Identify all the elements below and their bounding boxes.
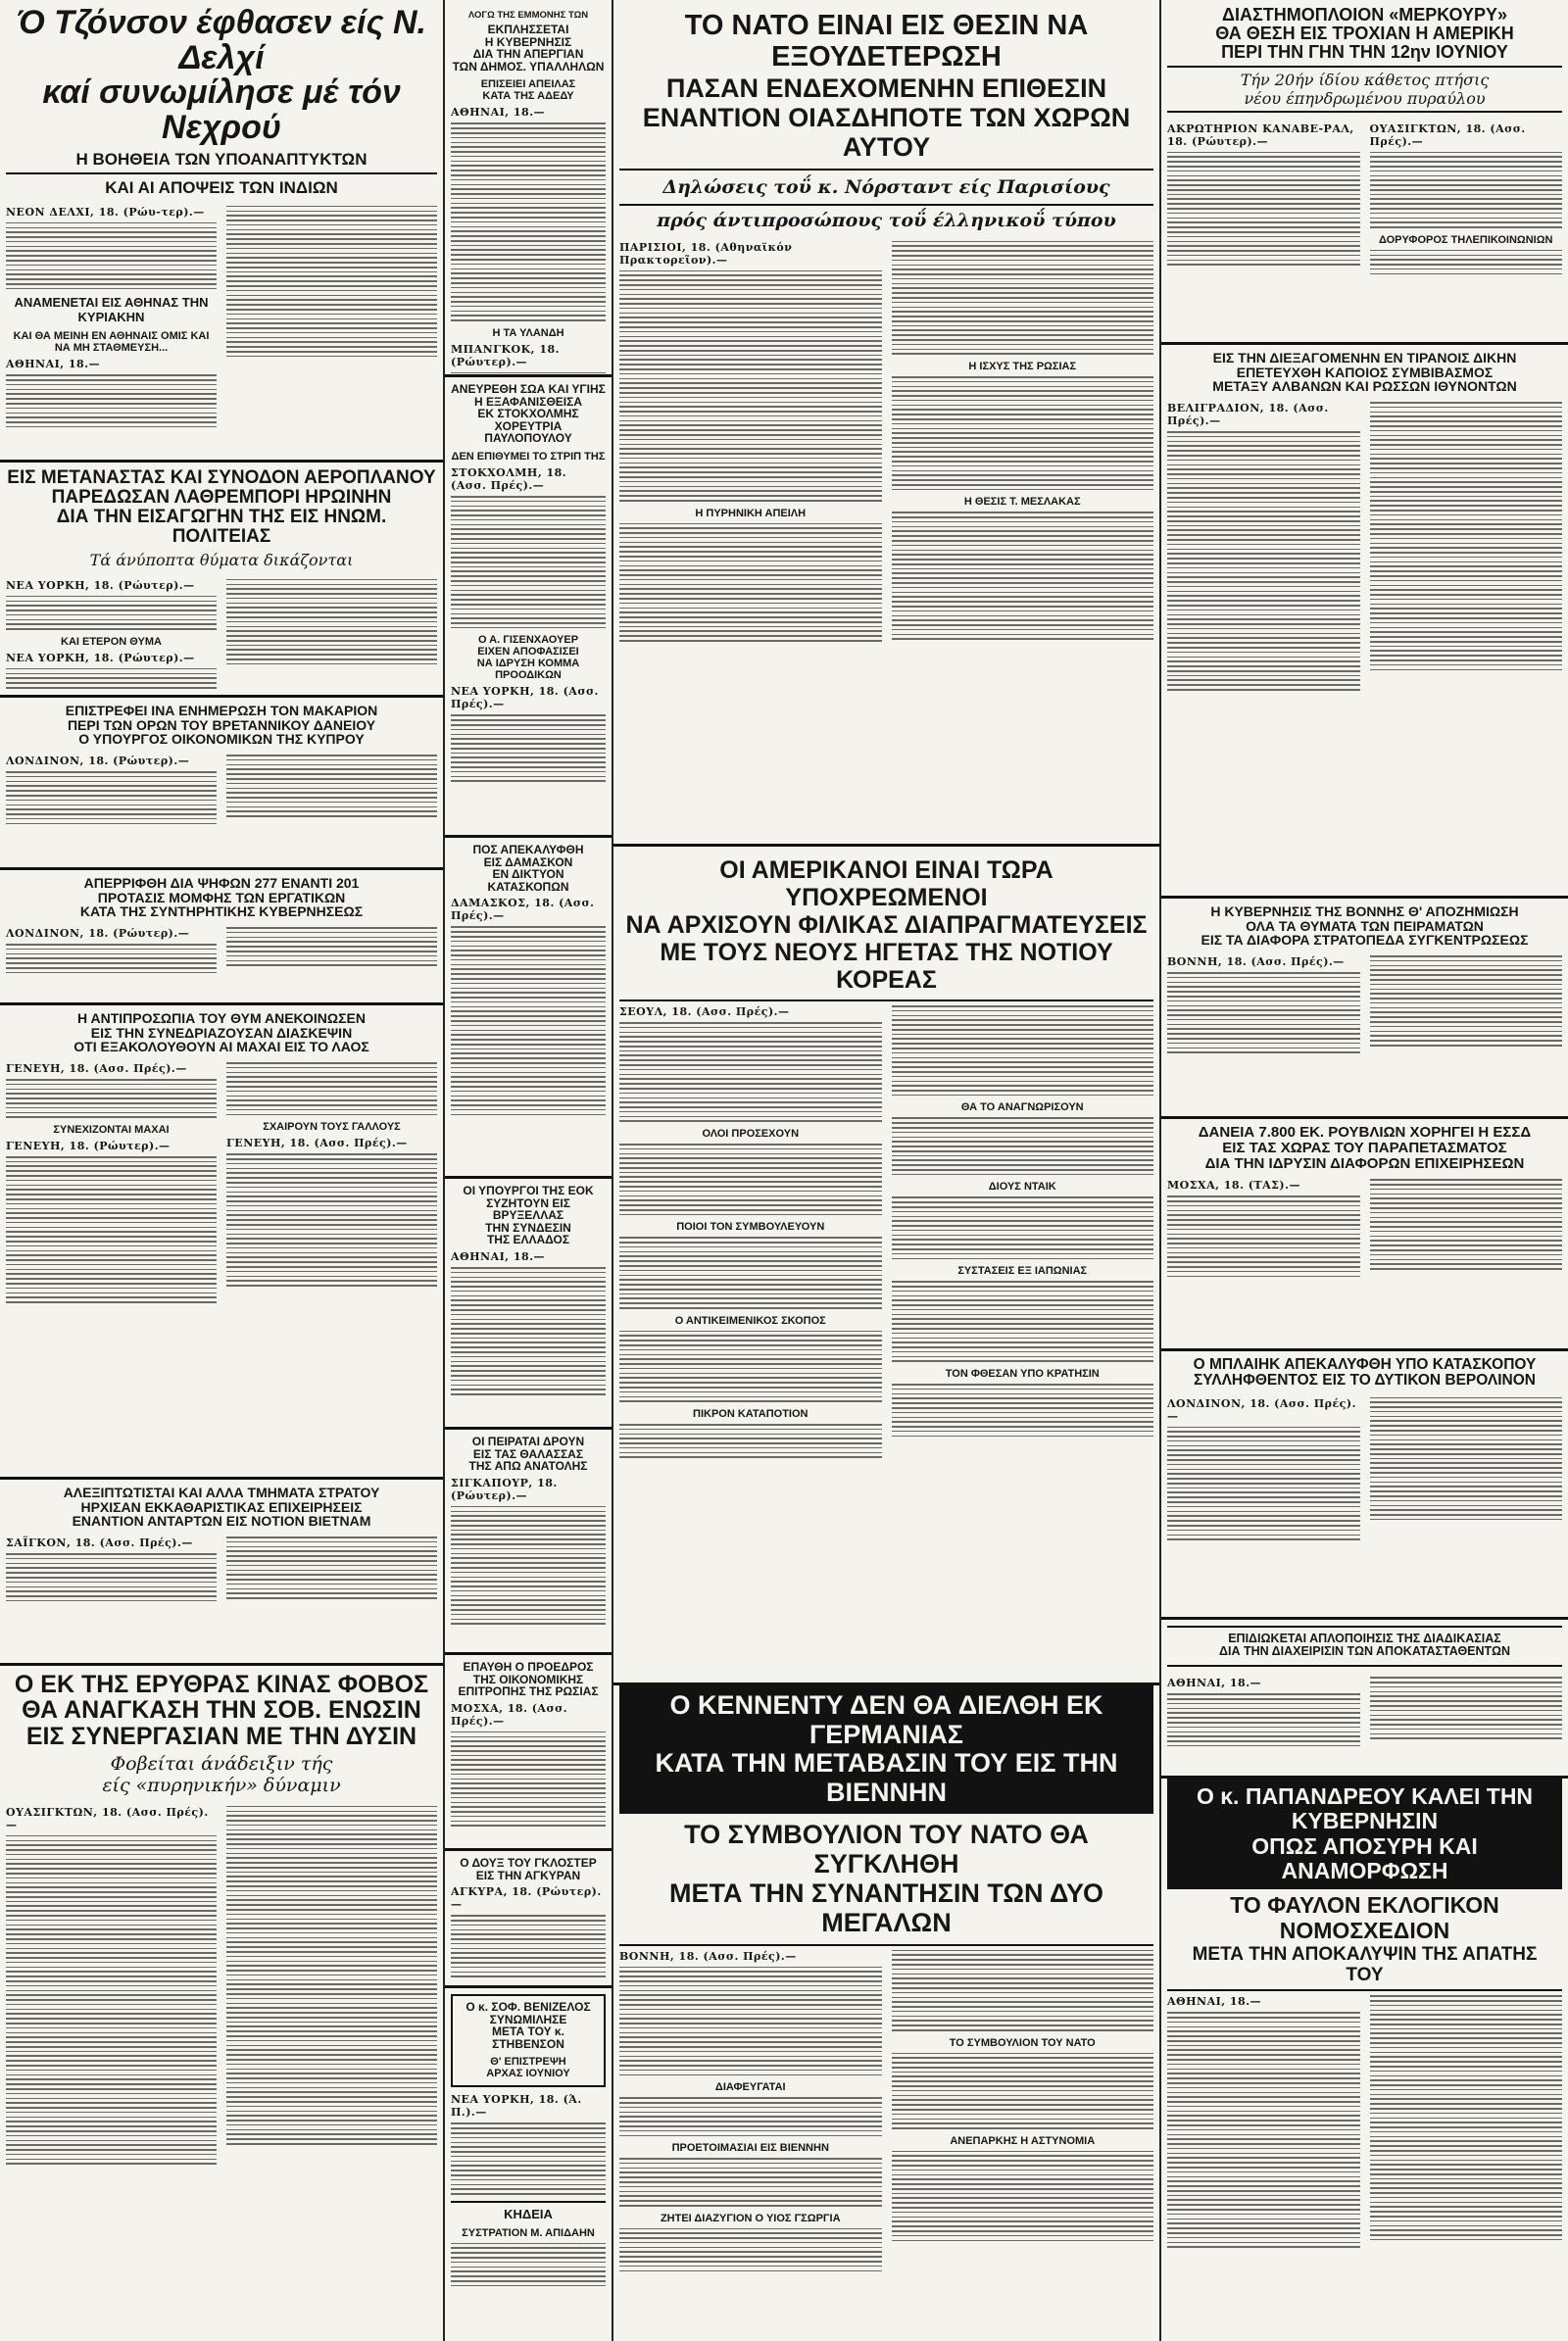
headline: ΕΠΑΥΘΗ Ο ΠΡΟΕΔΡΟΣ ΤΗΣ ΟΙΚΟΝΟΜΙΚΗΣ ΕΠΙΤΡΟΠΗΣ ΤΗΣ ΡΩΣΙΑΣ [458, 1660, 599, 1699]
article-body [892, 1117, 1154, 1175]
article-body [1167, 1427, 1360, 1540]
banner-headline: ΤΟ ΝΑΤΟ ΕΙΝΑΙ ΕΙΣ ΘΕΣΙΝ ΝΑ ΕΞΟΥΔΕΤΕΡΩΣΗ ΠΑΣΑΝ ΕΝΔΕΧΟΜΕΝΗΝ ΕΠΙΘΕΣΙΝ ΕΝΑΝΤΙΟΝ ΟΙΑΣΔΗΠΟΤΕ ΤΩΝ ΧΩΡΩΝ ΑΥΤΟΥ [619, 4, 1153, 171]
article-body [1370, 1179, 1563, 1269]
article-body [451, 2122, 606, 2194]
dateline: ΑΘΗΝΑΙ, 18.— [6, 358, 101, 371]
article-body [226, 206, 437, 358]
article-body [451, 1731, 606, 1827]
dateline: ΑΓΚΥΡΑ, 18. (Ρώυτερ).— [451, 1885, 602, 1912]
subhead: Τήν 20ήν ίδίου κάθετος πτήσις νέου έπηνδρωμένου πυραύλου [1167, 66, 1562, 113]
column-3 [613, 0, 1159, 2341]
dateline: ΑΘΗΝΑΙ, 18.— [1167, 1677, 1262, 1690]
article-body [892, 1384, 1154, 1437]
article-body [6, 222, 217, 290]
story-eec-ministers [445, 1179, 612, 1430]
article-body [1370, 250, 1563, 275]
article-body [6, 944, 217, 973]
dateline: ΣΙΓΚΑΠΟΥΡ, 18. (Ρώυτερ).— [451, 1476, 558, 1502]
dateline: ΝΕΑ ΥΟΡΚΗ, 18. (Ρώυτερ).— [6, 578, 195, 592]
article-body [1167, 431, 1360, 691]
article-body [619, 523, 882, 642]
article-body [619, 1237, 882, 1308]
article-body [892, 376, 1154, 490]
article-body [619, 1331, 882, 1402]
inner-headline: Ο ΑΝΤΙΚΕΙΜΕΝΙΚΟΣ ΣΚΟΠΟΣ [674, 1314, 826, 1327]
dateline: ΓΕΝΕΥΗ, 18. (Ασσ. Πρές).— [6, 1062, 187, 1076]
article-body [1370, 1677, 1563, 1739]
story-tirana-trial [1161, 345, 1568, 899]
article-body [451, 1267, 606, 1395]
article-body [451, 1915, 606, 1977]
dateline: ΝΕΑ ΥΟΡΚΗ, 18. (Ά. Π.).— [451, 2093, 582, 2120]
story-nato-norstad [613, 0, 1159, 847]
article-body [892, 1950, 1154, 2031]
article-body [1370, 955, 1563, 1046]
inner-headline: ΣΧΑΙΡΟΥΝ ΤΟΥΣ ΓΑΛΛΟΥΣ [263, 1121, 401, 1134]
inner-headline: ΑΝΕΠΑΡΚΗΣ Η ΑΣΤΥΝΟΜΙΑ [950, 2134, 1096, 2147]
article-body [6, 1835, 217, 2165]
story-johnson-delhi [0, 0, 443, 463]
inner-headline: ΠΟΙΟΙ ΤΟΝ ΣΥΜΒΟΥΛΕΥΟΥΝ [676, 1221, 825, 1234]
article-body [6, 1553, 217, 1601]
article-body [619, 1144, 882, 1215]
inner-headline: ΘΑ ΤΟ ΑΝΑΓΝΩΡΙΣΟΥΝ [960, 1101, 1084, 1114]
headline: ΕΚΠΛΗΣΣΕΤΑΙ Η ΚΥΒΕΡΝΗΣΙΣ ΔΙΑ ΤΗΝ ΑΠΕΡΓΙΑΝ ΤΩΝ ΔΗΜΟΣ. ΥΠΑΛΛΗΛΩΝ [452, 23, 605, 73]
dateline: ΜΟΣΧΑ, 18. (ΤΑΣ).— [1167, 1179, 1300, 1193]
dateline: ΝΕΑ ΥΟΡΚΗ, 18. (Ασσ. Πρές).— [451, 685, 599, 711]
story-korea-negotiations [613, 847, 1159, 1685]
article-body [1167, 152, 1360, 266]
article-body [1370, 402, 1563, 670]
article-body [451, 496, 606, 628]
headline: Ο ΚΕΝΝΕΝΤΥ ΔΕΝ ΘΑ ΔΙΕΛΘΗ ΕΚ ΓΕΡΜΑΝΙΑΣ ΚΑΤΑ ΤΗΝ ΜΕΤΑΒΑΣΙΝ ΤΟΥ ΕΙΣ ΤΗΝ ΒΙΕΝΝΗΝ [619, 1685, 1153, 1814]
headline: ΕΠΙΣΤΡΕΦΕΙ ΙΝΑ ΕΝΗΜΕΡΩΣΗ ΤΟΝ ΜΑΚΑΡΙΟΝ ΠΕΡΙ ΤΩΝ ΟΡΩΝ ΤΟΥ ΒΡΕΤΑΝΝΙΚΟΥ ΔΑΝΕΙΟΥ Ο ΥΠΟΥΡΓΟΣ ΟΙΚΟΝΟΜΙΚΩΝ ΤΗΣ ΚΥΠΡΟΥ [65, 703, 378, 748]
article-body [892, 512, 1154, 640]
headline: ΕΠΙΔΙΩΚΕΤΑΙ ΑΠΛΟΠΟΙΗΣΙΣ ΤΗΣ ΔΙΑΔΙΚΑΣΙΑΣ ΔΙΑ ΤΗΝ ΔΙΑΧΕΙΡΙΣΙΝ ΤΩΝ ΑΠΟΚΑΤΑΣΤΑΘΕΝΤΩΝ [1218, 1632, 1510, 1659]
article-body [1370, 152, 1563, 228]
article-body [1167, 972, 1360, 1053]
headline: Η ΚΥΒΕΡΝΗΣΙΣ ΤΗΣ ΒΟΝΝΗΣ Θ' ΑΠΟΖΗΜΙΩΣΗ ΟΛΑ ΤΑ ΘΥΜΑΤΑ ΤΩΝ ΠΕΙΡΑΜΑΤΩΝ ΕΙΣ ΤΑ ΔΙΑΦΟΡΑ ΣΤΡΑΤΟΠΕΔΑ ΣΥΓΚΕΝΤΡΩΣΕΩΣ [1200, 903, 1529, 949]
inner-headline: ΔΟΡΥΦΟΡΟΣ ΤΗΛΕΠΙΚΟΙΝΩΝΙΩΝ [1379, 233, 1553, 246]
dateline: ΠΑΡΙΣΙΟΙ, 18. (Αθηναϊκόν Πρακτορεῖον).— [619, 240, 793, 267]
story-heroin-smuggling [0, 463, 443, 698]
headline: ΑΛΕΞΙΠΤΩΤΙΣΤΑΙ ΚΑΙ ΑΛΛΑ ΤΜΗΜΑΤΑ ΣΤΡΑΤΟΥ ΗΡΧΙΣΑΝ ΕΚΚΑΘΑΡΙΣΤΙΚΑΣ ΕΠΙΧΕΙΡΗΣΕΙΣ ΕΝΑΝΤΙΟΝ ΑΝΤΑΡΤΩΝ ΕΙΣ ΝΟΤΙΟΝ ΒΙΕΤΝΑΜ [63, 1485, 380, 1530]
story-kennedy-vienna [613, 1685, 1159, 2341]
article-body [6, 1079, 217, 1118]
story-bonn-compensation [1161, 899, 1568, 1119]
headline: ΑΝΕΥΡΕΘΗ ΣΩΑ ΚΑΙ ΥΓΙΗΣ Η ΕΞΑΦΑΝΙΣΘΕΙΣΑ ΕΚ ΣΤΟΚΧΟΛΜΗΣ ΧΟΡΕΥΤΡΙΑ ΠΑΥΛΟΠΟΥΛΟΥ [451, 382, 606, 446]
headline: ΤΟ ΣΥΜΒΟΥΛΙΟΝ ΤΟΥ ΝΑΤΟ ΘΑ ΣΥΓΚΛΗΘΗ ΜΕΤΑ ΤΗΝ ΣΥΝΑΝΤΗΣΙΝ ΤΩΝ ΔΥΟ ΜΕΓΑΛΩΝ [619, 1814, 1153, 1946]
inner-headline: Η ΤΑ ΥΛΑΝΔΗ [492, 326, 564, 339]
dateline: ΒΟΝΝΗ, 18. (Ασσ. Πρές).— [1167, 955, 1345, 969]
dateline: ΑΘΗΝΑΙ, 18.— [451, 106, 546, 120]
column-4 [1161, 0, 1568, 2341]
article-body [226, 579, 437, 665]
article-body [1370, 1995, 1563, 2240]
article-body [619, 1424, 882, 1458]
article-body [1370, 1397, 1563, 1521]
subhead: Δηλώσεις τοΰ κ. Νόρσταντ είς Παρισίους [662, 175, 1110, 198]
inner-headline: ΣΥΝΕΧΙΖΟΝΤΑΙ ΜΑΧΑΙ [53, 1123, 170, 1136]
dateline: ΝΕΑ ΥΟΡΚΗ, 18. (Ρώυτερ).— [6, 651, 195, 664]
subhead: Τά άνύποπτα θύματα δικάζονται [89, 550, 354, 569]
article-body [892, 2053, 1154, 2129]
article-body [6, 668, 217, 689]
headline: Ο κ. ΣΟΦ. ΒΕΝΙΖΕΛΟΣ ΣΥΝΩΜΙΛΗΣΕ ΜΕΤΑ ΤΟΥ κ. ΣΤΗΒΕΝΣΟΝ [466, 2000, 591, 2051]
dateline: ΑΘΗΝΑΙ, 18.— [451, 1249, 546, 1263]
subhead: Φοβείται άνάδειξιν τής είς «πυρηνικήν» δύναμιν [102, 1752, 341, 1796]
headline: ΟΙ ΑΜΕΡΙΚΑΝΟΙ ΕΙΝΑΙ ΤΩΡΑ ΥΠΟΧΡΕΩΜΕΝΟΙ ΝΑ ΑΡΧΙΣΟΥΝ ΦΙΛΙΚΑΣ ΔΙΑΠΡΑΓΜΑΤΕΥΣΕΙΣ ΜΕ ΤΟΥΣ ΝΕΟΥΣ ΗΓΕΤΑΣ ΤΗΣ ΝΟΤΙΟΥ ΚΟΡΕΑΣ [619, 851, 1153, 1001]
dateline: ΛΟΝΔΙΝΟΝ, 18. (Ρώυτερ).— [6, 755, 190, 768]
inner-headline: ΤΟ ΣΥΜΒΟΥΛΙΟΝ ΤΟΥ ΝΑΤΟ [949, 2036, 1096, 2049]
headline: ΑΠΕΡΡΙΦΘΗ ΔΙΑ ΨΗΦΩΝ 277 ΕΝΑΝΤΙ 201 ΠΡΟΤΑΣΙΣ ΜΟΜΦΗΣ ΤΩΝ ΕΡΓΑΤΙΚΩΝ ΚΑΤΑ ΤΗΣ ΣΥΝΤΗΡΗΤΙΚΗΣ ΚΥΒΕΡΝΗΣΕΩΣ [79, 875, 364, 920]
dateline: ΣΕΟΥΛ, 18. (Ασσ. Πρές).— [619, 1005, 790, 1018]
dateline: ΒΕΛΙΓΡΑΔΙΟΝ, 18. (Ασσ. Πρές).— [1167, 402, 1329, 428]
story-civil-servants-strike [445, 0, 612, 377]
inner-headline: ΟΛΟΙ ΠΡΟΣΕΧΟΥΝ [702, 1128, 800, 1140]
dateline: ΛΟΝΔΙΝΟΝ, 18. (Ασσ. Πρές).— [1167, 1396, 1356, 1423]
article-body [226, 755, 437, 817]
article-body [619, 270, 882, 502]
headline: ΟΙ ΥΠΟΥΡΓΟΙ ΤΗΣ ΕΟΚ ΣΥΖΗΤΟΥΝ ΕΙΣ ΒΡΥΞΕΛΛΑΣ ΤΗΝ ΣΥΝΔΕΣΙΝ ΤΗΣ ΕΛΛΑΔΟΣ [463, 1184, 594, 1247]
headline: Ό Τζόνσον έφθασεν είς Ν. Δελχί καί συνωμίλησε μέ τόν Νεχρού [16, 4, 426, 147]
article-body [892, 1281, 1154, 1362]
inner-headline: ΚΑΙ ΕΤΕΡΟΝ ΘΥΜΑ [61, 635, 162, 648]
article-body [619, 2158, 882, 2206]
story-cyprus-loan [0, 698, 443, 870]
dateline: ΝΕΟΝ ΔΕΛΧΙ, 18. (Ρώυ-τερ).— [6, 205, 205, 219]
kicker: ΛΟΓΩ ΤΗΣ ΕΜΜΟΝΗΣ ΤΩΝ [467, 10, 589, 21]
article-body [1167, 1693, 1360, 1746]
inner-headline: ΚΗΔΕΙΑ [451, 2201, 606, 2221]
article-body [619, 1967, 882, 2076]
inner-headline: ΚΑΙ ΘΑ ΜΕΙΝΗ ΕΝ ΑΘΗΝΑΙΣ ΟΜΙΣ ΚΑΙ ΝΑ ΜΗ ΣΤΑΘΜΕΥΣΗ... [13, 330, 210, 355]
headline: ΔΙΑΣΤΗΜΟΠΛΟΙΟΝ «ΜΕΡΚΟΥΡΥ» ΘΑ ΘΕΣΗ ΕΙΣ ΤΡΟΧΙΑΝ Η ΑΜΕΡΙΚΗ ΠΕΡΙ ΤΗΝ ΓΗΝ ΤΗΝ 12ην ΙΟΥΝΙΟΥ [1215, 5, 1514, 62]
dateline: ΜΟΣΧΑ, 18. (Ασσ. Πρές).— [451, 1701, 568, 1728]
story-ussr-loans [1161, 1119, 1568, 1351]
story-blake-spy [1161, 1351, 1568, 1620]
subhead: Θ' ΕΠΙΣΤΡΕΨΗ ΑΡΧΑΣ ΙΟΥΝΙΟΥ [486, 2056, 570, 2080]
article-body [619, 2228, 882, 2272]
story-pirates [445, 1430, 612, 1655]
subhead: ΚΑΙ ΑΙ ΑΠΟΨΕΙΣ ΤΩΝ ΙΝΔΙΩΝ [105, 177, 338, 197]
article-body [226, 1806, 437, 2145]
headline: Ο κ. ΠΑΠΑΝΔΡΕΟΥ ΚΑΛΕΙ ΤΗΝ ΚΥΒΕΡΝΗΣΙΝ ΟΠΩΣ ΑΠΟΣΥΡΗ ΚΑΙ ΑΝΑΜΟΡΦΩΣΗ [1167, 1779, 1562, 1889]
article-body [6, 771, 217, 824]
dateline: ΔΑΜΑΣΚΟΣ, 18. (Ασσ. Πρές).— [451, 897, 595, 923]
dateline: ΟΥΑΣΙΓΚΤΩΝ, 18. (Ασσ. Πρές).— [1369, 122, 1526, 148]
story-red-china-fear [0, 1666, 443, 2341]
article-body [451, 122, 606, 320]
inner-headline: Η ΙΣΧΥΣ ΤΗΣ ΡΩΣΙΑΣ [968, 360, 1077, 372]
story-papandreou-electoral-bill [1161, 1779, 1568, 2341]
inner-headline: ΣΥΣΤΑΣΕΙΣ ΕΞ ΙΑΠΩΝΙΑΣ [957, 1265, 1088, 1278]
story-damascus-spies [445, 838, 612, 1179]
subhead: ΕΠΙΣΕΙΕΙ ΑΠΕΙΛΑΣ ΚΑΤΑ ΤΗΣ ΑΔΕΔΥ [480, 78, 576, 103]
story-venizelos-stevenson [445, 1988, 612, 2341]
dateline: ΑΘΗΝΑΙ, 18.— [1167, 1995, 1262, 2009]
story-laos-fighting [0, 1005, 443, 1480]
article-body [892, 241, 1154, 355]
article-body [892, 2151, 1154, 2241]
story-procedure-simplification [1161, 1620, 1568, 1779]
article-body [451, 714, 606, 782]
article-body [892, 1196, 1154, 1259]
inner-headline: ΔΙΟΥΣ ΝΤΑΙΚ [988, 1181, 1056, 1194]
article-body [226, 1536, 437, 1599]
dateline: ΑΚΡΩΤΗΡΙΟΝ ΚΑΝΑΒΕ-ΡΑΛ, 18. (Ρώυτερ).— [1167, 122, 1354, 148]
article-body [619, 2097, 882, 2136]
story-gloucester-ankara [445, 1851, 612, 1988]
article-body [226, 927, 437, 966]
dateline: ΒΟΝΝΗ, 18. (Ασσ. Πρές).— [619, 1949, 797, 1963]
headline: ΤΟ ΦΑΥΛΟΝ ΕΚΛΟΓΙΚΟΝ ΝΟΜΟΣΧΕΔΙΟΝ ΜΕΤΑ ΤΗΝ ΑΠΟΚΑΛΥΨΙΝ ΤΗΣ ΑΠΑΤΗΣ ΤΟΥ [1167, 1889, 1562, 1991]
article-body [226, 1062, 437, 1115]
subhead: πρός άντιπροσώπους τοΰ έλληνικοΰ τύπου [619, 204, 1153, 231]
dateline: ΟΥΑΣΙΓΚΤΩΝ, 18. (Ασσ. Πρές).— [6, 1805, 209, 1831]
headline: Η ΑΝΤΙΠΡΟΣΩΠΙΑ ΤΟΥ ΘΥΜ ΑΝΕΚΟΙΝΩΣΕΝ ΕΙΣ ΤΗΝ ΣΥΝΕΔΡΙΑΖΟΥΣΑΝ ΔΙΑΣΚΕΨΙΝ ΟΤΙ ΕΞΑΚΟΛΟΥΘΟΥΝ ΑΙ ΜΑΧΑΙ ΕΙΣ ΤΟ ΛΑΟΣ [74, 1010, 369, 1055]
headline: ΠΟΣ ΑΠΕΚΑΛΥΦΘΗ ΕΙΣ ΔΑΜΑΣΚΟΝ ΕΝ ΔΙΚΤΥΟΝ ΚΑΤΑΣΚΟΠΩΝ [472, 843, 584, 894]
inner-headline: ΤΟΝ ΦΘΕΣΑΝ ΥΠΟ ΚΡΑΤΗΣΙΝ [945, 1368, 1100, 1381]
inner-headline: ΠΙΚΡΟΝ ΚΑΤΑΠΟΤΙΟΝ [693, 1407, 808, 1420]
dateline: ΛΟΝΔΙΝΟΝ, 18. (Ρώυτερ).— [6, 927, 190, 941]
article-body [619, 1022, 882, 1122]
article-body [451, 1506, 606, 1625]
dateline: ΜΠΑΝΓΚΟΚ, 18. (Ρώυτερ).— [451, 342, 560, 368]
headline: Ο ΔΟΥΞ ΤΟΥ ΓΚΛΟΣΤΕΡ ΕΙΣ ΤΗΝ ΑΓΚΥΡΑΝ [460, 1856, 597, 1882]
article-body [226, 1153, 437, 1286]
headline: Ο ΜΠΛΑΙΗΚ ΑΠΕΚΑΛΥΦΘΗ ΥΠΟ ΚΑΤΑΣΚΟΠΟΥ ΣΥΛΛΗΦΘΕΝΤΟΣ ΕΙΣ ΤΟ ΔΥΤΙΚΟΝ ΒΕΡΟΛΙΝΟΝ [1193, 1356, 1537, 1390]
article-body [1167, 1195, 1360, 1277]
story-dancer-found [445, 377, 612, 838]
inner-headline: ΑΝΑΜΕΝΕΤΑΙ ΕΙΣ ΑΘΗΝΑΣ ΤΗΝ ΚΥΡΙΑΚΗΝ [14, 295, 209, 325]
subhead: Η ΒΟΗΘΕΙΑ ΤΩΝ ΥΠΟΑΝΑΠΤΥΚΤΩΝ [6, 150, 437, 174]
article-body [892, 1005, 1154, 1096]
story-vietnam-operations [0, 1480, 443, 1666]
column-2 [445, 0, 612, 2341]
inner-headline: Ο Α. ΓΙΣΕΝΧΑΟΥΕΡ ΕΙΧΕΝ ΑΠΟΦΑΣΙΣΕΙ ΝΑ ΙΔΡΥΣΗ ΚΟΜΜΑ ΠΡΟΟΔΙΚΩΝ [476, 634, 580, 682]
article-body [6, 596, 217, 630]
dateline: ΣΑΪΓΚΟΝ, 18. (Ασσ. Πρές).— [6, 1536, 193, 1550]
story-russia-committee [445, 1655, 612, 1851]
article-body [6, 1156, 217, 1303]
dateline: ΓΕΝΕΥΗ, 18. (Ρώυτερ).— [6, 1139, 171, 1152]
headline: ΕΙΣ ΜΕΤΑΝΑΣΤΑΣ ΚΑΙ ΣΥΝΟΔΟΝ ΑΕΡΟΠΛΑΝΟΥ ΠΑΡΕΔΩΣΑΝ ΛΑΘΡΕΜΠΟΡΙ ΗΡΩΙΝΗΝ ΔΙΑ ΤΗΝ ΕΙΣΑΓΩΓΗΝ ΤΗΣ ΕΙΣ ΗΝΩΜ. ΠΟΛΙΤΕΙΑΣ [7, 467, 436, 547]
inner-headline: ΠΡΟΕΤΟΙΜΑΣΙΑΙ ΕΙΣ ΒΙΕΝΝΗΝ [671, 2142, 829, 2155]
inner-headline: Η ΠΥΡΗΝΙΚΗ ΑΠΕΙΛΗ [695, 507, 807, 519]
column-1 [0, 0, 443, 2341]
inner-headline: ΖΗΤΕΙ ΔΙΑΖΥΓΙΟΝ Ο ΥΙΟΣ ΓΣΩΡΓΙΑ [660, 2212, 841, 2224]
dateline: ΓΕΝΕΥΗ, 18. (Ασσ. Πρές).— [226, 1137, 408, 1150]
inner-headline: ΔΙΑΦΕΥΓΑΤΑΙ [714, 2081, 786, 2094]
story-mercury-spacecraft [1161, 0, 1568, 345]
article-body [451, 2243, 606, 2287]
headline: ΟΙ ΠΕΙΡΑΤΑΙ ΔΡΟΥΝ ΕΙΣ ΤΑΣ ΘΑΛΑΣΣΑΣ ΤΗΣ ΑΠΩ ΑΝΑΤΟΛΗΣ [468, 1435, 588, 1474]
article-body [451, 926, 606, 1115]
headline: Ο ΕΚ ΤΗΣ ΕΡΥΘΡΑΣ ΚΙΝΑΣ ΦΟΒΟΣ ΘΑ ΑΝΑΓΚΑΣΗ ΤΗΝ ΣΟΒ. ΕΝΩΣΙΝ ΕΙΣ ΣΥΝΕΡΓΑΣΙΑΝ ΜΕ ΤΗΝ ΔΥΣΙΝ [14, 1671, 429, 1750]
dateline: ΣΤΟΚΧΟΛΜΗ, 18. (Ασσ. Πρές).— [451, 465, 567, 492]
story-censure-motion [0, 870, 443, 1005]
subhead: ΔΕΝ ΕΠΙΘΥΜΕΙ ΤΟ ΣΤΡΙΠ ΤΗΣ [451, 450, 606, 463]
article-body [1167, 2012, 1360, 2248]
inner-headline: ΣΥΣΤΡΑΤΙΟΝ Μ. ΑΠΙΔΑΗΝ [462, 2226, 595, 2239]
article-body [6, 374, 217, 427]
headline: ΕΙΣ ΤΗΝ ΔΙΕΞΑΓΟΜΕΝΗΝ ΕΝ ΤΙΡΑΝΟΙΣ ΔΙΚΗΝ ΕΠΕΤΕΥΧΘΗ ΚΑΠΟΙΟΣ ΣΥΜΒΙΒΑΣΜΟΣ ΜΕΤΑΞΥ ΑΛΒΑΝΩΝ ΚΑΙ ΡΩΣΣΩΝ ΙΘΥΝΟΝΤΩΝ [1212, 350, 1517, 395]
inner-headline: Η ΘΕΣΙΣ Τ. ΜΕΣΛΑΚΑΣ [963, 496, 1081, 509]
headline: ΔΑΝΕΙΑ 7.800 ΕΚ. ΡΟΥΒΛΙΩΝ ΧΟΡΗΓΕΙ Η ΕΣΣΔ ΕΙΣ ΤΑΣ ΧΩΡΑΣ ΤΟΥ ΠΑΡΑΠΕΤΑΣΜΑΤΟΣ ΔΙΑ ΤΗΝ ΙΔΡΥΣΙΝ ΔΙΑΦΟΡΩΝ ΕΠΙΧΕΙΡΗΣΕΩΝ [1198, 1124, 1532, 1172]
